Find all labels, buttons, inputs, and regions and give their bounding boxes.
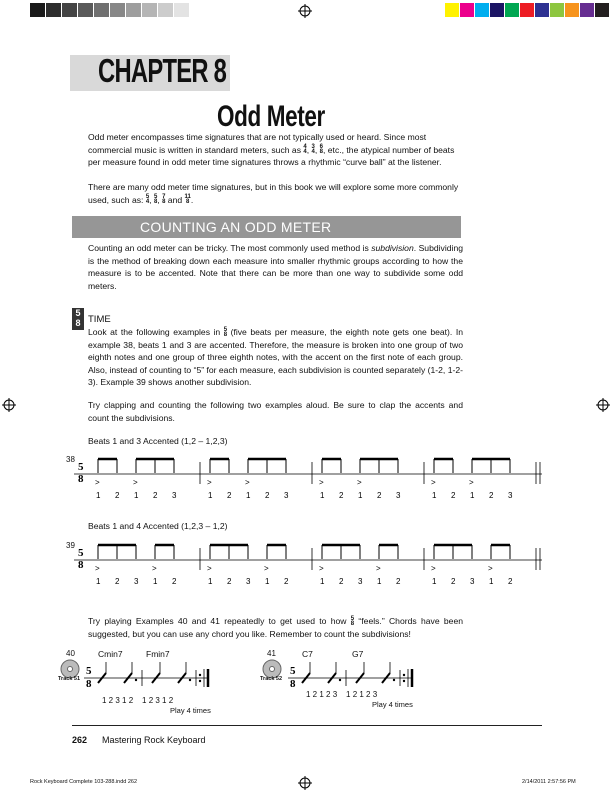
example-41-repeat: Play 4 times [372,700,413,709]
example-39-label: Beats 1 and 4 Accented (1,2,3 – 1,2) [88,521,228,531]
meter-5-8: 5 8 [153,194,158,206]
example-38-rhythm [66,452,546,502]
count-label: 2 [508,577,513,586]
accent-mark: > [152,564,157,573]
example-40-chord-1: Cmin7 [98,649,123,659]
slug-right: 2/14/2011 2:57:56 PM [522,779,576,785]
example-39-rhythm [66,538,546,588]
count-label: 2 [227,491,232,500]
page-title: Odd Meter [217,100,325,133]
count-label: 3 [508,491,513,500]
accent-mark: > [431,478,436,487]
count-label: 1 [208,491,213,500]
accent-mark: > [95,478,100,487]
gray-swatch [30,3,45,17]
color-swatch [505,3,519,17]
count-label: 1 [320,577,325,586]
time-signature-top: 5 [290,665,296,677]
accent-mark: > [319,478,324,487]
example-40-number: 40 [66,649,75,658]
repeat-dot [403,674,405,676]
meter-3-4: 3 4 [311,144,315,156]
accent-mark: > [357,478,362,487]
count-label: 1 [320,491,325,500]
gray-swatch [126,3,141,17]
color-swatch [490,3,504,17]
chapter-label: CHAPTER 8 [98,52,227,89]
accent-mark: > [319,564,324,573]
count-label: 2 [265,491,270,500]
color-swatch [595,3,609,17]
accent-mark: > [431,564,436,573]
count-label: 1 [246,491,251,500]
count-label: 1 [432,577,437,586]
registration-mark-icon [596,398,610,412]
count-label: 3 [358,577,363,586]
example-39-number: 39 [66,541,75,550]
section-title: COUNTING AN ODD METER [140,219,332,235]
color-swatch [445,3,459,17]
gray-swatch [62,3,77,17]
count-label: 1 [134,491,139,500]
time-signature-top: 5 [78,547,84,559]
count-label: 1 [208,577,213,586]
count-label: 1 [470,491,475,500]
time-signature-bottom: 8 [78,473,84,485]
intro-paragraph-1: Odd meter encompasses time signatures that are not typically used or heard. Since most commercial music is written in standard meters, such as 4 4, 3 4, 6 8, etc., the atypical number of beats per measure found in odd meter time signatures throws a rhythmic “curve ball” at the listener. [88,132,455,168]
example-41-chord-2: G7 [352,649,364,659]
gray-swatch [110,3,125,17]
time-body: Look at the following examples in 5 8 (five beats per measure, the eighth note gets one beat). In example 38, beats 1 and 3 are accented. Therefore, the measure is broken into one group of two eighth notes and one group of three eighth notes, with the accent on the first note of each group. Also, instead of counting to “5” for each measure, each subdivision is counted separately (1-2, 1-2-3). Example 39 shows another subdivision. [88,326,463,388]
count-label: 2 [489,491,494,500]
time-signature-bottom: 8 [290,678,296,690]
color-swatch [475,3,489,17]
example-40-chord-2: Fmin7 [146,649,170,659]
example-38-number: 38 [66,455,75,464]
count-label: 2 [115,577,120,586]
dot [189,679,191,681]
color-swatch [565,3,579,17]
example-40-repeat: Play 4 times [170,706,211,715]
dot [393,679,395,681]
count-label: 3 [396,491,401,500]
accent-mark: > [488,564,493,573]
time-signature-top: 5 [86,665,92,677]
gray-swatch [78,3,93,17]
accent-mark: > [264,564,269,573]
repeat-dot [403,680,405,682]
count-label: 2 [339,491,344,500]
count-label: 2 [451,577,456,586]
gray-swatch [46,3,61,17]
time-signature-bottom: 8 [86,678,92,690]
time-heading: TIME [88,314,111,325]
time-signature-top: 5 [78,461,84,473]
count-label: 1 [153,577,158,586]
repeat-dot [199,680,201,682]
count-label: 1 [96,577,101,586]
time-signature-bottom: 8 [78,559,84,571]
example-41-track: Track 52 [260,676,283,682]
accent-mark: > [469,478,474,487]
clap-instructions: Try clapping and counting the following two examples aloud. Be sure to clap the accents and count the subdivisions. [88,400,463,423]
example-38-label: Beats 1 and 3 Accented (1,2 – 1,2,3) [88,436,228,446]
count-label: 1 [489,577,494,586]
gray-swatch [94,3,109,17]
accent-mark: > [133,478,138,487]
practice-paragraph: Try playing Examples 40 and 41 repeatedly to get used to how 5 8 “feels.” Chords have been suggested, but you can use any chord you like. Remember to count the subdivisions! [88,615,464,639]
count-label: 1 [358,491,363,500]
example-41-number: 41 [267,649,276,658]
intro-paragraph-2: There are many odd meter time signatures, but in this book we will explore some more commonly used, such as: 5 4, 5 8, 7 8 and 11 8 . [88,182,459,206]
example-41-counts: 1 2 1 2 3 1 2 1 2 3 [306,690,378,699]
time-signature-icon: 5 8 [72,308,84,330]
count-label: 2 [227,577,232,586]
color-swatch [535,3,549,17]
color-swatch [520,3,534,17]
example-41-chord-1: C7 [302,649,313,659]
accent-mark: > [207,564,212,573]
meter-7-8: 7 8 [162,194,166,206]
count-label: 3 [246,577,251,586]
registration-mark-icon [298,4,312,18]
count-label: 3 [470,577,475,586]
count-label: 1 [96,491,101,500]
color-swatch [580,3,594,17]
count-label: 2 [153,491,158,500]
count-label: 2 [284,577,289,586]
accent-mark: > [207,478,212,487]
count-label: 2 [451,491,456,500]
print-color-bar-colors [445,3,610,19]
count-label: 3 [284,491,289,500]
accent-mark: > [245,478,250,487]
meter-6-8: 6 8 [319,144,323,156]
gray-swatch [174,3,189,17]
registration-mark-icon [2,398,16,412]
example-40-counts: 1 2 3 1 2 1 2 3 1 2 [102,696,174,705]
count-label: 2 [339,577,344,586]
gray-swatch [142,3,157,17]
count-label: 2 [396,577,401,586]
repeat-dot [199,674,201,676]
gray-swatch [158,3,173,17]
footer-rule [72,725,542,726]
color-swatch [460,3,474,17]
dot [339,679,341,681]
book-title: Mastering Rock Keyboard [102,735,206,745]
print-color-bar-grays [30,3,195,19]
dot [135,679,137,681]
meter-4-4: 4 4 [303,144,307,156]
section-body: Counting an odd meter can be tricky. The most commonly used method is subdivision. Subdividing is the method of breaking down each measure into smaller rhythmic groups according to how the measure is to be accented. Note that there can be more than one way to subdivide some odd meters. [88,243,463,291]
count-label: 1 [432,491,437,500]
meter-5-4: 5 4 [145,194,150,206]
meter-11-8: 11 8 [184,194,191,206]
example-40-track: Track 51 [58,676,81,682]
page-number: 262 [72,735,88,745]
count-label: 2 [115,491,120,500]
count-label: 1 [377,577,382,586]
count-label: 3 [172,491,177,500]
example-40-slash-notation [84,662,214,698]
count-label: 3 [134,577,139,586]
color-swatch [550,3,564,17]
slug-left: Rock Keyboard Complete 103-288.indd 262 [30,779,138,785]
count-label: 1 [265,577,270,586]
count-label: 2 [377,491,382,500]
accent-mark: > [376,564,381,573]
accent-mark: > [95,564,100,573]
count-label: 2 [172,577,177,586]
registration-mark-icon [298,776,312,790]
